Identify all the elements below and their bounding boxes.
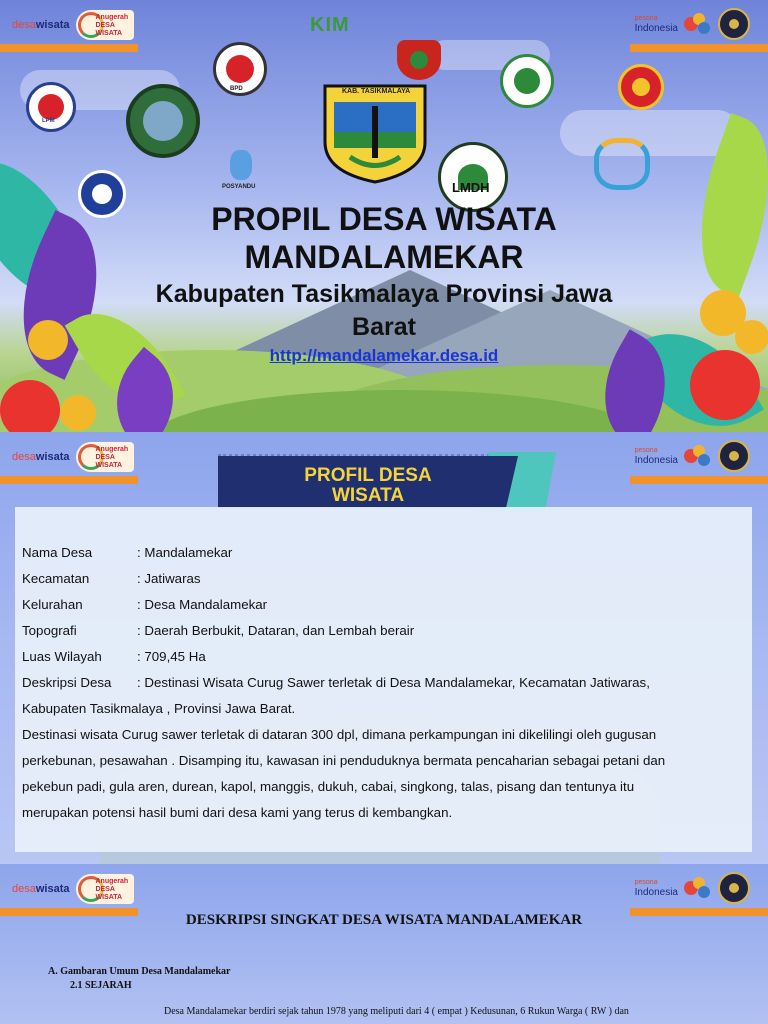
wave-organization-logo: [594, 138, 650, 190]
profil-banner: [218, 448, 556, 514]
cover-title-line2: MANDALAMEKAR: [244, 239, 524, 275]
waterfall-logo: [126, 84, 200, 158]
pesona-label: pesona: [634, 15, 658, 22]
regional-emblem-logo: [397, 40, 441, 80]
profil-banner-label: [218, 466, 518, 506]
cover-title-line1: PROPIL DESA WISATA: [211, 201, 557, 237]
info-value: : Daerah Berbukit, Dataran, dan Lembah berair: [137, 623, 415, 638]
shield-caption: KAB. TASIKMALAYA: [342, 88, 411, 95]
description-paragraph-line: pekebun padi, gula aren, durean, kapol, manggis, dukuh, cabai, singkong, talas, pisang dan tentunya itu: [22, 779, 635, 794]
brand-word-desa: desa: [12, 19, 36, 31]
deskripsi-slide: [0, 864, 768, 1024]
indonesia-label: Indonesia: [634, 23, 678, 34]
cover-slide: [0, 0, 768, 432]
brand-word-desa: desa: [12, 883, 36, 895]
anugerah-label: Anugerah: [95, 878, 129, 885]
cover-subtitle-line1: Kabupaten Tasikmalaya Provinsi Jawa: [155, 280, 613, 308]
cover-subtitle: [0, 278, 768, 344]
pesona-label: pesona: [634, 447, 658, 454]
info-key: Topografi: [22, 623, 77, 638]
orange-bar: [630, 476, 768, 484]
orange-bar: [0, 476, 138, 484]
info-key: Kelurahan: [22, 597, 83, 612]
description-paragraph-line: perkebunan, pesawahan . Disamping itu, kawasan ini penduduknya bermata pencaharian sebagai petani dan: [22, 753, 666, 768]
anugerah-label: Anugerah: [95, 446, 129, 453]
info-value: : Jatiwaras: [137, 571, 201, 586]
cover-title: [0, 200, 768, 276]
village-website-link[interactable]: http://mandalamekar.desa.id: [269, 346, 499, 365]
anugerah-label: Anugerah: [95, 14, 129, 21]
description-paragraph-line: Destinasi wisata Curug sawer terletak di dataran 300 dpl, dimana perkampungan ini dikelilingi oleh gugusan: [22, 727, 657, 742]
pesona-swirl-icon: [684, 445, 712, 467]
anugerah-desa-wisata-logo: [76, 874, 134, 904]
desa-wisata-brand: [12, 442, 134, 472]
info-row: [22, 618, 742, 644]
flower: [60, 395, 96, 431]
cover-subtitle-line2: Barat: [352, 313, 416, 341]
anugerah-sub-label: DESA WISATA: [95, 22, 123, 37]
indonesia-label: Indonesia: [634, 887, 678, 898]
info-row: [22, 540, 742, 566]
banner-line1: PROFIL DESA: [304, 465, 432, 486]
kabupaten-tasikmalaya-shield-icon: [320, 82, 430, 184]
desa-wisata-brand: [12, 10, 134, 40]
green-organization-logo: [500, 54, 554, 108]
info-key: Luas Wilayah: [22, 649, 102, 664]
ministry-seal-icon: [718, 440, 750, 472]
orange-bar: [0, 44, 138, 52]
sejarah-body-text: Desa Mandalamekar berdiri sejak tahun 1978 yang meliputi dari 4 ( empat ) Kedusunan, 6 Rukun Warga ( RW ) dan: [164, 1006, 629, 1017]
desa-wisata-brand: [12, 874, 134, 904]
bpd-caption: BPD: [230, 86, 243, 92]
pesona-swirl-icon: [684, 877, 712, 899]
info-row: [22, 670, 742, 696]
ministry-seal-icon: [718, 872, 750, 904]
info-value: : Mandalamekar: [137, 545, 233, 560]
section-heading-a: A. Gambaran Umum Desa Mandalamekar: [48, 966, 231, 977]
header-strip: [0, 0, 768, 60]
flower: [0, 380, 60, 432]
info-row: [22, 644, 742, 670]
posyandu-logo: [230, 150, 252, 180]
pesona-indonesia-brand: [635, 8, 750, 40]
info-value: : 709,45 Ha: [137, 649, 206, 664]
pesona-swirl-icon: [684, 13, 712, 35]
lmdh-caption: LMDH: [452, 180, 490, 195]
anugerah-desa-wisata-logo: [76, 10, 134, 40]
deskripsi-title: DESKRIPSI SINGKAT DESA WISATA MANDALAMEKAR: [185, 912, 583, 928]
lpm-logo: [26, 82, 76, 132]
kim-logo: [310, 14, 350, 37]
anugerah-desa-wisata-logo: [76, 442, 134, 472]
pesona-indonesia-brand: [635, 440, 750, 472]
lpm-caption: LPM: [42, 118, 55, 124]
orange-bar: [630, 44, 768, 52]
posyandu-caption: POSYANDU: [222, 184, 256, 190]
cloud: [560, 110, 740, 156]
anugerah-sub-label: DESA WISATA: [95, 886, 123, 901]
brand-word-wisata: wisata: [35, 451, 70, 463]
pesona-label: pesona: [634, 879, 658, 886]
info-value: : Desa Mandalamekar: [137, 597, 268, 612]
section-heading-sejarah: 2.1 SEJARAH: [70, 980, 132, 991]
info-key: Nama Desa: [22, 545, 93, 560]
profil-slide: [0, 432, 768, 864]
brand-word-desa: desa: [12, 451, 36, 463]
brand-word-wisata: wisata: [35, 19, 70, 31]
description-continued: Kabupaten Tasikmalaya , Provinsi Jawa Barat.: [22, 701, 296, 716]
info-row: [22, 592, 742, 618]
anugerah-sub-label: DESA WISATA: [95, 454, 123, 469]
red-organization-logo: [618, 64, 664, 110]
banner-line2: WISATA: [331, 485, 405, 506]
indonesia-label: Indonesia: [634, 455, 678, 466]
pesona-indonesia-brand: [635, 872, 750, 904]
info-value: : Destinasi Wisata Curug Sawer terletak di Desa Mandalamekar, Kecamatan Jatiwaras,: [137, 675, 650, 690]
brand-word-wisata: wisata: [35, 883, 70, 895]
info-key: Deskripsi Desa: [22, 675, 112, 690]
info-key: Kecamatan: [22, 571, 90, 586]
description-paragraph-line: merupakan potensi hasil bumi dari desa kami yang terus di kembangkan.: [22, 805, 453, 820]
ministry-seal-icon: [718, 8, 750, 40]
info-row: [22, 566, 742, 592]
profil-info: [22, 540, 742, 826]
kim-label: KIM: [310, 14, 350, 36]
